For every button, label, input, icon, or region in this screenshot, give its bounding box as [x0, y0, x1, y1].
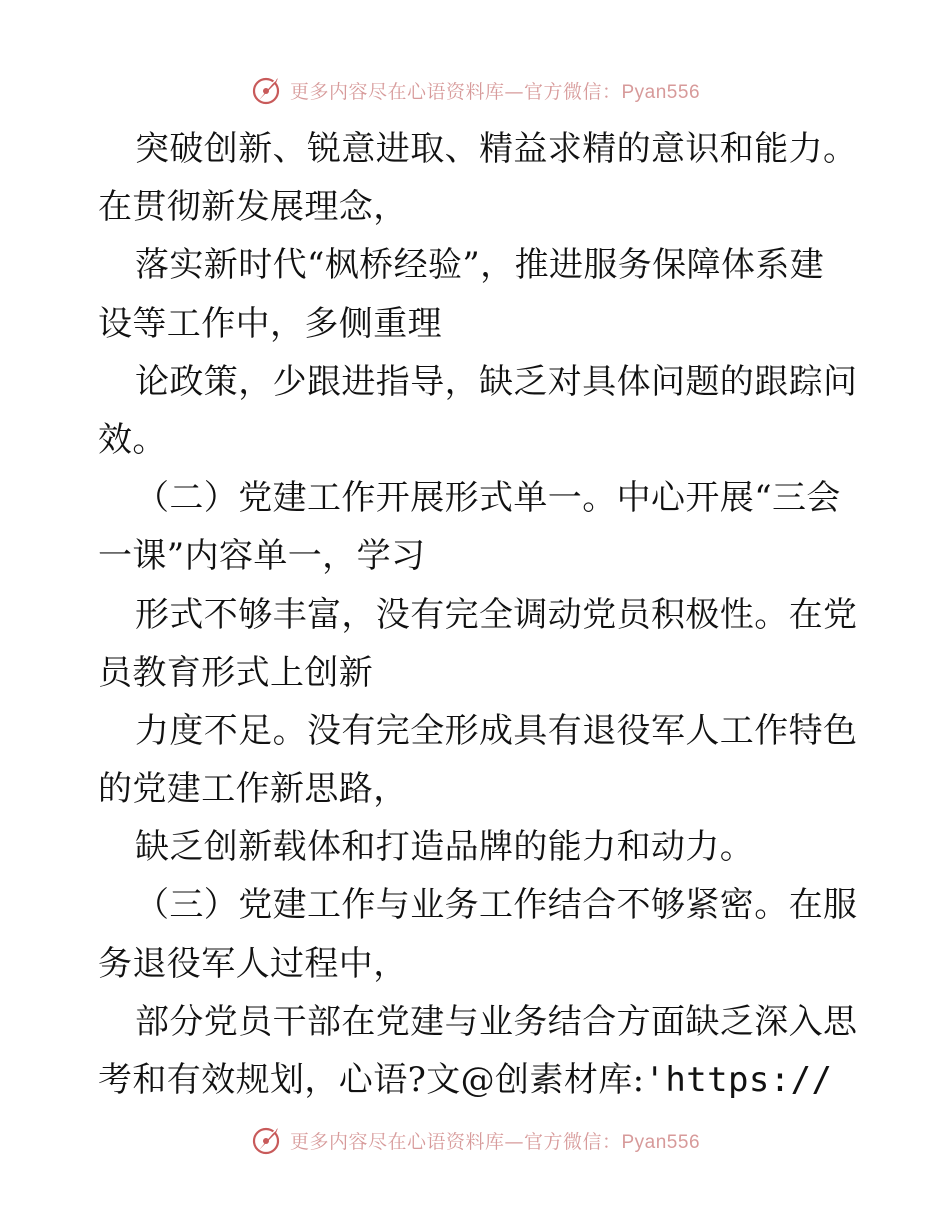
document-body [98, 120, 858, 1109]
text-line: 设等工作中，多侧重理 [98, 303, 442, 344]
text-line: 员教育形式上创新 [98, 652, 374, 693]
text-line: 效。 [98, 419, 167, 460]
url-fragment: 'https:// [644, 1060, 833, 1100]
text-line: 论政策，少跟进指导，缺乏对具体问题的跟踪问 [135, 361, 858, 402]
text-line: 缺乏创新载体和打造品牌的能力和动力。 [135, 827, 755, 868]
footer-watermark [0, 1120, 950, 1160]
text-line: 突破创新、锐意进取、精益求精的意识和能力。 [135, 129, 858, 169]
text-line: 在贯彻新发展理念， [98, 187, 408, 228]
header-watermark [0, 70, 950, 110]
text-line: 务退役军人过程中， [98, 943, 408, 984]
text-line: 一课”内容单一，学习 [98, 536, 426, 577]
watermark-text: 更多内容尽在心语资料库—官方微信：Pyan556 [289, 80, 701, 103]
text-line: 的党建工作新思路， [98, 769, 408, 810]
section-heading-line: （二）党建工作开展形式单一。中心开展“三会 [135, 478, 841, 519]
text-line: 力度不足。没有完全形成具有退役军人工作特色 [135, 710, 858, 751]
text-line: 形式不够丰富，没有完全调动党员积极性。在党 [135, 594, 858, 635]
text-line: 落实新时代“枫桥经验”，推进服务保障体系建 [135, 245, 825, 286]
quill-logo-icon [250, 73, 284, 107]
watermark-text: 更多内容尽在心语资料库—官方微信：Pyan556 [289, 1130, 701, 1153]
text-line-last: 考和有效规划，心语?文@创素材库:'https:// [98, 1060, 833, 1100]
section-heading-line: （三）党建工作与业务工作结合不够紧密。在服 [135, 885, 858, 926]
quill-logo-icon [250, 1123, 284, 1157]
text-line: 部分党员干部在党建与业务结合方面缺乏深入思 [135, 1001, 858, 1042]
